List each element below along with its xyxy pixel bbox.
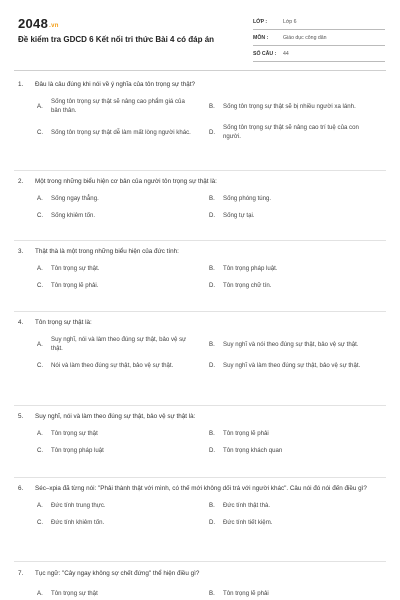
question-text: Đâu là câu đúng khi nói về ý nghĩa của tôn trọng sự thật?: [35, 81, 195, 88]
option-text: Tôn trọng lẽ phải: [223, 430, 269, 437]
option-letter: B.: [209, 430, 215, 437]
option-letter: B.: [209, 265, 215, 272]
meta-key: LỚP :: [253, 18, 268, 25]
options: [18, 97, 382, 141]
meta-row-count: [253, 46, 385, 62]
option-text: Đức tính thật thà.: [223, 502, 271, 509]
option-letter: C.: [37, 447, 44, 454]
question-number: 7.: [18, 570, 24, 577]
option-text: Suy nghĩ, nói và làm theo đúng sự thật, bảo vệ sự thật.: [51, 336, 187, 352]
option-c[interactable]: [37, 446, 209, 455]
option-c[interactable]: [37, 123, 209, 141]
question-divider: [14, 170, 386, 171]
exam-meta: [253, 14, 385, 62]
option-text: Sống tự tại.: [223, 212, 255, 219]
option-letter: B.: [209, 195, 215, 202]
option-text: Tôn trọng chữ tín.: [223, 282, 272, 289]
question-text: Thật thà là một trong những biểu hiện của đức tính:: [35, 248, 179, 255]
question-stem: [18, 569, 382, 578]
option-letter: A.: [37, 265, 43, 272]
option-text: Suy nghĩ và nói theo đúng sự thật, bảo vệ sự thật.: [223, 340, 359, 348]
meta-key: SỐ CÂU :: [253, 50, 277, 57]
meta-value: 44: [283, 50, 289, 57]
option-text: Tôn trọng sự thật.: [51, 265, 100, 272]
option-text: Sống tôn trọng sự thật sẽ bị nhiều người xa lánh.: [223, 102, 356, 110]
option-a[interactable]: [37, 501, 209, 510]
question-text: Séc–xpia đã từng nói: "Phải thành thật với mình, có thế mới không dối trá với người khác". Câu nói đó nói đến điều gì?: [35, 485, 367, 492]
question-stem: [18, 412, 382, 421]
option-letter: B.: [209, 340, 215, 348]
logo-suffix: .vn: [49, 23, 59, 29]
option-letter: A.: [37, 195, 43, 202]
option-a[interactable]: [37, 97, 209, 115]
question-number: 6.: [18, 485, 24, 492]
question-stem: [18, 484, 382, 493]
option-text: Sống phóng túng.: [223, 195, 272, 202]
question-number: 2.: [18, 178, 24, 185]
question-number: 1.: [18, 81, 24, 88]
option-text: Suy nghĩ và làm theo đúng sự thật, bảo vệ sự thật.: [223, 362, 361, 369]
options: [18, 264, 382, 290]
option-b[interactable]: [209, 589, 381, 598]
option-d[interactable]: [209, 211, 381, 220]
option-text: Đức tính khiêm tốn.: [51, 519, 105, 526]
meta-value: Giáo dục công dân: [283, 34, 327, 41]
option-a[interactable]: [37, 335, 209, 353]
option-text: Tôn trọng pháp luật: [51, 447, 104, 454]
question-number: 3.: [18, 248, 24, 255]
option-d[interactable]: [209, 123, 381, 141]
option-letter: D.: [209, 447, 216, 454]
option-text: Nói và làm theo đúng sự thật, bảo vệ sự thật.: [51, 362, 174, 369]
option-d[interactable]: [209, 281, 381, 290]
option-c[interactable]: [37, 518, 209, 527]
option-a[interactable]: [37, 589, 209, 598]
option-text: Tôn trọng sự thật: [51, 590, 98, 597]
question-stem: [18, 247, 382, 256]
question-number: 4.: [18, 319, 24, 326]
option-text: Tôn trọng sự thật: [51, 430, 98, 437]
option-text: Sống tôn trọng sự thật sẽ nâng cao phẩm giá của bản thân.: [51, 98, 185, 114]
option-a[interactable]: [37, 429, 209, 438]
option-letter: C.: [37, 519, 44, 526]
question-divider: [14, 240, 386, 241]
option-b[interactable]: [209, 194, 381, 203]
question-text: Tục ngữ: "Cây ngay không sợ chết đứng" thể hiện điều gì?: [35, 570, 200, 577]
option-text: Sống tôn trọng sự thật sẽ nâng cao trí tuệ của con người.: [223, 124, 359, 140]
option-c[interactable]: [37, 211, 209, 220]
option-a[interactable]: [37, 264, 209, 273]
option-b[interactable]: [209, 501, 381, 510]
option-b[interactable]: [209, 335, 381, 353]
question-number: 5.: [18, 413, 24, 420]
option-c[interactable]: [37, 361, 209, 370]
option-letter: B.: [209, 590, 215, 597]
option-text: Sống tôn trọng sự thật dễ làm mất lòng người khác.: [51, 128, 191, 136]
option-letter: C.: [37, 128, 44, 136]
option-letter: D.: [209, 362, 216, 369]
option-letter: A.: [37, 590, 43, 597]
option-text: Tôn trọng pháp luật.: [223, 265, 278, 272]
meta-key: MÔN :: [253, 34, 269, 41]
options: [18, 429, 382, 455]
logo-text: 2048: [18, 16, 49, 31]
option-letter: B.: [209, 102, 215, 110]
option-letter: C.: [37, 362, 44, 369]
question-6: [18, 484, 382, 527]
question-stem: [18, 318, 382, 327]
question-3: [18, 247, 382, 290]
options: [18, 501, 382, 527]
option-letter: D.: [209, 212, 216, 219]
question-2: [18, 177, 382, 220]
option-text: Đức tính trung thực.: [51, 502, 106, 509]
option-text: Đức tính tiết kiệm.: [223, 519, 273, 526]
question-divider: [14, 477, 386, 478]
option-d[interactable]: [209, 518, 381, 527]
option-b[interactable]: [209, 429, 381, 438]
option-text: Tôn trọng lẽ phải: [223, 590, 269, 597]
option-letter: A.: [37, 340, 43, 348]
option-a[interactable]: [37, 194, 209, 203]
question-divider: [14, 311, 386, 312]
option-d[interactable]: [209, 446, 381, 455]
question-text: Một trong những biểu hiện cơ bản của người tôn trọng sự thật là:: [35, 178, 217, 185]
options: [18, 194, 382, 220]
meta-value: Lớp 6: [283, 18, 297, 25]
option-d[interactable]: [209, 361, 381, 370]
option-text: Tôn trọng khách quan: [223, 447, 283, 454]
option-letter: D.: [209, 282, 216, 289]
option-b[interactable]: [209, 264, 381, 273]
site-logo[interactable]: [18, 16, 59, 31]
option-letter: A.: [37, 430, 43, 437]
option-letter: D.: [209, 519, 216, 526]
question-stem: [18, 177, 382, 186]
question-5: [18, 412, 382, 455]
question-divider: [14, 405, 386, 406]
option-b[interactable]: [209, 97, 381, 115]
question-text: Tôn trọng sự thật là:: [35, 319, 92, 326]
options: [18, 335, 382, 370]
question-4: [18, 318, 382, 370]
options: [18, 589, 382, 598]
option-letter: C.: [37, 282, 44, 289]
option-letter: C.: [37, 212, 44, 219]
option-text: Tôn trọng lẽ phải.: [51, 282, 99, 289]
question-1: [18, 80, 382, 141]
option-text: Sống khiêm tốn.: [51, 212, 96, 219]
question-stem: [18, 80, 382, 89]
document-title: Đề kiểm tra GDCD 6 Kết nối tri thức Bài 4 có đáp án: [18, 35, 215, 44]
option-letter: A.: [37, 102, 43, 110]
option-c[interactable]: [37, 281, 209, 290]
option-letter: A.: [37, 502, 43, 509]
option-text: Sống ngay thẳng.: [51, 195, 99, 202]
option-letter: B.: [209, 502, 215, 509]
meta-row-subject: [253, 30, 385, 46]
question-7: [18, 569, 382, 598]
question-divider: [14, 561, 386, 562]
question-text: Suy nghĩ, nói và làm theo đúng sự thật, bảo vệ sự thật là:: [35, 413, 196, 420]
header-divider: [14, 70, 386, 71]
meta-row-class: [253, 14, 385, 30]
option-letter: D.: [209, 128, 216, 136]
